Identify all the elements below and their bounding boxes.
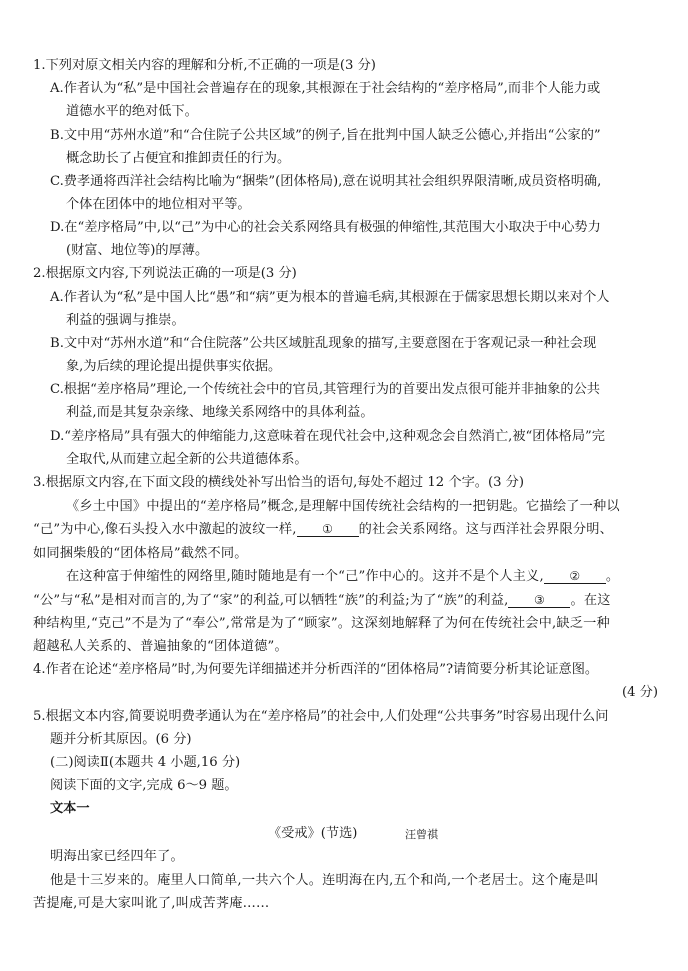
q3-passage-line: 《乡土中国》中提出的“差序格局”概念,是理解中国传统社会结构的一把钥匙。它描绘了一种以 (66, 499, 620, 514)
q1-option-c: C.费孝通将西洋社会结构比喻为“捆柴”(团体格局),意在说明其社会组织界限清晰,成员资格明确, (50, 174, 602, 189)
story-paragraph: 他是十三岁来的。庵里人口简单,一共六个人。连明海在内,五个和尚,一个老居士。这个庵是叫 (50, 873, 599, 888)
q2-stem: 2.根据原文内容,下列说法正确的一项是(3 分) (33, 266, 297, 281)
q3-text: “己”为中心,像石头投入水中激起的波纹一样, (33, 522, 297, 537)
q1-option-d-cont: (财富、地位等)的厚薄。 (66, 243, 209, 258)
q1-option-b: B.文中用“苏州水道”和“合住院子公共区域”的例子,旨在批判中国人缺乏公德心,并指出“公家的” (50, 128, 601, 143)
q2-option-c-cont: 利益,而是其复杂亲缘、地缘关系网络中的具体利益。 (66, 405, 374, 420)
section-heading: (二)阅读Ⅱ(本题共 4 小题,16 分) (50, 755, 241, 770)
story-paragraph: 明海出家已经四年了。 (50, 849, 184, 864)
q3-text: 在这种富于伸缩性的网络里,随时随地是有一个“己”作中心的。这并不是个人主义, (66, 569, 544, 584)
q3-passage-line: 如同捆柴般的“团体格局”截然不同。 (33, 546, 248, 561)
fill-blank-3[interactable]: ③ (508, 593, 570, 608)
q2-option-b: B.文中对“苏州水道”和“合住院落”公共区域脏乱现象的描写,主要意图在于客观记录一种社会现 (50, 336, 597, 351)
q1-option-c-cont: 个体在团体中的地位相对平等。 (66, 197, 251, 212)
q3-text: 的社会关系网络。这与西洋社会界限分明、 (358, 522, 614, 537)
q4-stem: 4.作者在论述“差序格局”时,为何要先详细描述并分析西洋的“团体格局”?请简要分析其论证意图。 (33, 662, 599, 677)
q2-option-c: C.根据“差序格局”理论,一个传统社会中的官员,其管理行为的首要出发点很可能并非抽象的公共 (50, 382, 600, 397)
q1-option-a-cont: 道德水平的绝对低下。 (66, 104, 198, 119)
q2-option-b-cont: 象,为后续的理论提出提供事实依据。 (66, 359, 282, 374)
section-instruction: 阅读下面的文字,完成 6～9 题。 (50, 778, 238, 793)
q3-text: 。 (605, 569, 620, 584)
q4-score: (4 分) (621, 685, 658, 700)
author-name: 汪曾祺 (405, 828, 438, 841)
q1-option-b-cont: 概念助长了占便宜和推卸责任的行为。 (66, 151, 291, 166)
q1-option-d: D.在“差序格局”中,以“己”为中心的社会关系网络具有极强的伸缩性,其范围大小取决于中心势力 (50, 220, 601, 235)
q3-text: 。在这 (570, 593, 611, 608)
text-label: 文本一 (50, 801, 90, 816)
fill-blank-2[interactable]: ② (544, 569, 606, 584)
q2-option-a-cont: 利益的强调与推崇。 (66, 313, 185, 328)
q3-stem: 3.根据原文内容,在下面文段的横线处补写出恰当的语句,每处不超过 12 个字。(3 分) (33, 475, 524, 490)
q2-option-a: A.作者认为“私”是中国人比“愚”和“病”更为根本的普遍毛病,其根源在于儒家思想长期以来对个人 (50, 290, 610, 305)
story-paragraph-cont: 苦提庵,可是大家叫讹了,叫成苦荠庵…… (33, 896, 270, 911)
q3-passage-line-blank2 (66, 568, 619, 586)
q3-passage-line: 超越私人关系的、普遍抽象的“团体道德”。 (33, 639, 288, 654)
q2-option-d: D.“差序格局”具有强大的伸缩能力,这意味着在现代社会中,这种观念会自然消亡,被“团体格局”完 (50, 429, 605, 444)
q5-stem-cont: 题并分析其原因。(6 分) (50, 732, 192, 747)
fill-blank-1[interactable]: ① (297, 522, 359, 537)
q3-passage-line-blank3 (33, 592, 611, 610)
q3-passage-line: 种结构里,“克己”不是为了“奉公”,常常是为了“顾家”。这深刻地解释了为何在传统社会中,缺乏一种 (33, 616, 610, 631)
work-title: 《受戒》(节选) (268, 826, 358, 841)
q3-passage-line-blank1 (33, 521, 613, 539)
q2-option-d-cont: 全取代,从而建立起全新的公共道德体系。 (66, 452, 308, 467)
q1-stem: 1.下列对原文相关内容的理解和分析,不正确的一项是(3 分) (33, 58, 376, 73)
q3-text: “公”与“私”是相对而言的,为了“家”的利益,可以牺牲“族”的利益;为了“族”的利益, (33, 593, 509, 608)
q1-option-a: A.作者认为“私”是中国社会普遍存在的现象,其根源在于社会结构的“差序格局”,而非个人能力或 (50, 81, 601, 96)
q5-stem: 5.根据文本内容,简要说明费孝通认为在“差序格局”的社会中,人们处理“公共事务”时容易出现什么问 (33, 709, 609, 724)
